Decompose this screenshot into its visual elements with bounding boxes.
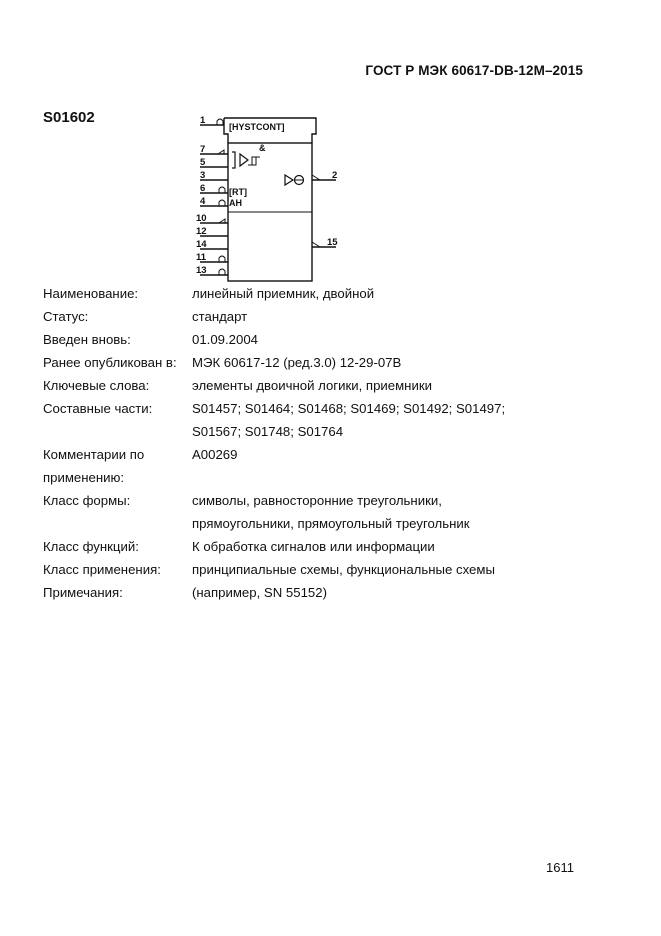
pin-11-label: 11 [196,252,207,263]
properties-table [43,282,522,604]
input-4-indicator [219,200,225,206]
output-2-indicator [312,175,320,180]
property-label: Класс применения: [43,562,161,577]
property-row [43,374,522,397]
property-label: Составные части: [43,401,153,416]
property-row [43,328,522,351]
property-value: символы, равносторонние треугольники, прямоугольники, прямоугольный треугольник [192,493,470,531]
pin-10-label: 10 [196,213,207,224]
pin-5-label: 5 [200,157,206,168]
property-label: Класс формы: [43,493,131,508]
output-15-indicator [312,242,320,247]
property-value: принципиальные схемы, функциональные схемы [192,562,495,577]
pin-1-label: 1 [200,115,206,126]
property-row [43,535,522,558]
pin-15-label: 15 [327,237,338,248]
property-row [43,305,522,328]
property-value: 01.09.2004 [192,332,259,347]
ah-label: AH [229,198,242,208]
rt-label: [RT] [229,187,247,197]
and-sign: & [259,143,266,153]
property-value: стандарт [192,309,248,324]
property-label: Ключевые слова: [43,378,150,393]
property-value: МЭК 60617-12 (ред.3.0) 12-29-07В [192,355,402,370]
property-label: Ранее опубликован в: [43,355,177,370]
property-row [43,489,522,535]
output-driver-triangle [285,175,293,185]
symbol-code: S01602 [43,109,95,126]
property-row [43,351,522,374]
property-value: К обработка сигналов или информации [192,539,435,554]
document-header: ГОСТ Р МЭК 60617-DB-12M–2015 [365,63,583,78]
buffer-triangle [240,154,248,166]
property-label: Наименование: [43,286,139,301]
property-label: Комментарии по применению: [43,447,145,485]
property-label: Статус: [43,309,89,324]
hysteresis-symbol [248,157,260,165]
pin-14-label: 14 [196,239,207,250]
qualifier-label: [HYSTCONT] [229,122,285,132]
property-value: S01457; S01464; S01468; S01469; S01492; S01497; S01567; S01748; S01764 [192,401,506,439]
logic-symbol-drawing [190,112,350,287]
input-11-indicator [219,256,225,262]
property-value: элементы двоичной логики, приемники [192,378,432,393]
property-row [43,397,522,443]
input-1-indicator [217,119,223,125]
property-row [43,443,522,489]
property-label: Класс функций: [43,539,139,554]
logic-symbol [190,112,350,292]
property-value: линейный приемник, двойной [192,286,375,301]
property-label: Примечания: [43,585,123,600]
property-row [43,282,522,305]
property-value: (например, SN 55152) [192,585,327,600]
input-13-indicator [219,269,225,275]
pin-12-label: 12 [196,226,207,237]
property-row [43,581,522,604]
pin-13-label: 13 [196,265,207,276]
property-row [43,558,522,581]
property-value: A00269 [192,447,238,462]
pin-7-label: 7 [200,144,206,155]
input-6-indicator [219,187,225,193]
input-group-bracket [232,152,235,168]
property-label: Введен вновь: [43,332,131,347]
pin-3-label: 3 [200,170,206,181]
page-number: 1611 [546,860,574,875]
pin-4-label: 4 [200,196,206,207]
pin-6-label: 6 [200,183,206,194]
pin-2-label: 2 [332,170,338,181]
